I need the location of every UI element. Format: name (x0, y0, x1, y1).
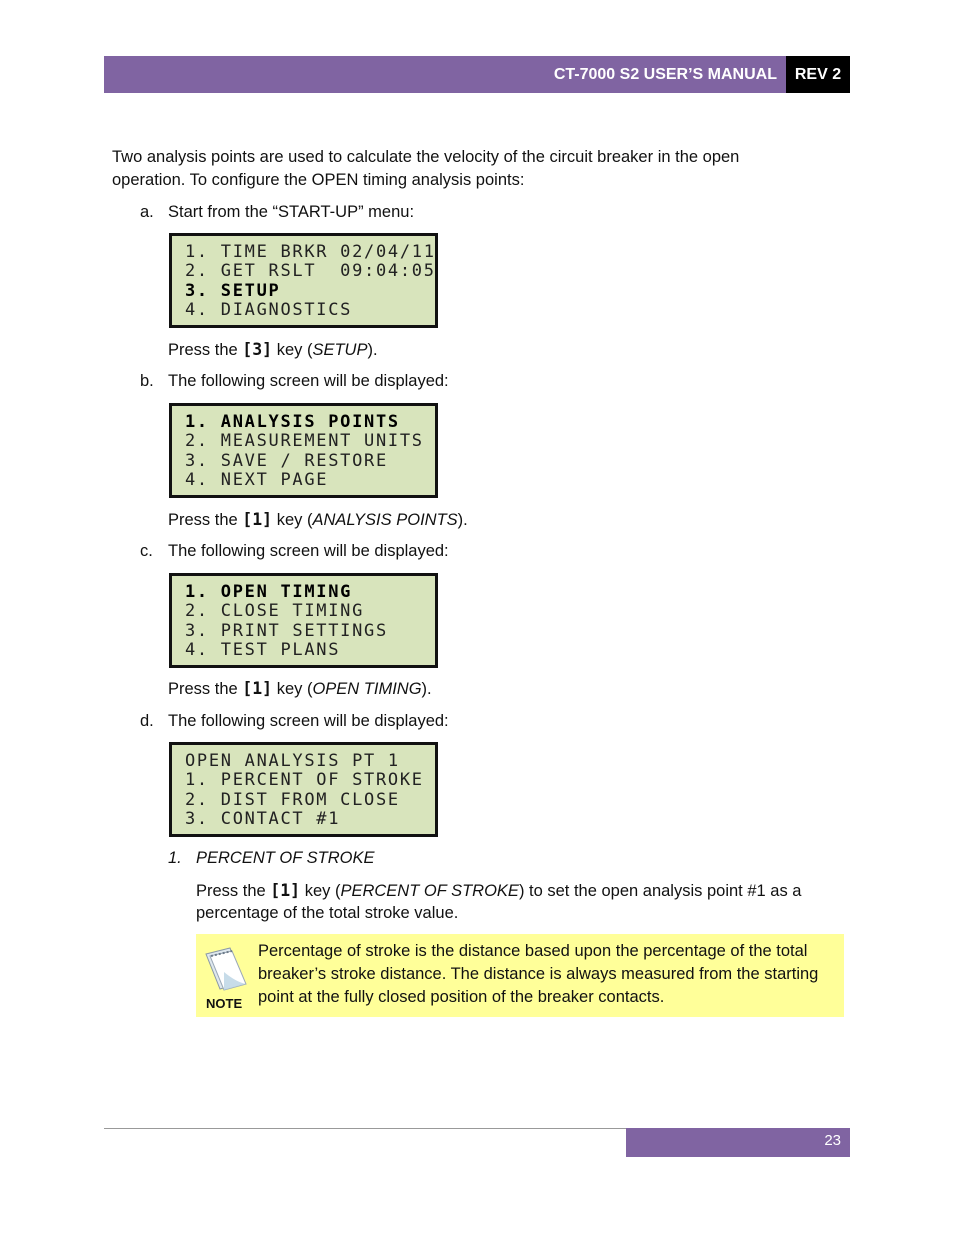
intro-line-2: operation. To configure the OPEN timing analysis points: (112, 171, 525, 189)
note-line-2: breaker’s stroke distance. The distance is always measured from the starting (258, 965, 819, 983)
step-b-letter: b. (140, 372, 154, 390)
sub-paragraph-line-2: percentage of the total stroke value. (196, 904, 459, 922)
para-text: key ( (300, 882, 341, 900)
menu-name: PERCENT OF STROKE (340, 882, 519, 900)
lcd-line: 1. TIME BRKR 02/04/11 (185, 242, 436, 262)
press-text: key ( (272, 511, 313, 529)
lcd-line: 2. MEASUREMENT UNITS (185, 431, 424, 451)
lcd-line: 1. PERCENT OF STROKE (185, 770, 424, 790)
press-instruction-a (168, 338, 378, 362)
sub-item-title: PERCENT OF STROKE (196, 849, 375, 867)
sub-item-number: 1. (168, 849, 182, 867)
press-text: key ( (272, 341, 313, 359)
lcd-analysis-points-menu (169, 573, 438, 668)
step-c-text: The following screen will be displayed: (168, 542, 449, 560)
lcd-line-selected: 3. SETUP (185, 281, 281, 301)
press-text: ). (457, 511, 468, 529)
para-text: ) to set the open analysis point #1 as a (518, 882, 802, 900)
note-line-1: Percentage of stroke is the distance based upon the percentage of the total (258, 942, 808, 960)
press-text: Press the (168, 341, 243, 359)
lcd-setup-menu (169, 403, 438, 498)
press-text: ). (367, 341, 378, 359)
lcd-line: 3. SAVE / RESTORE (185, 451, 388, 471)
note-line-3: point at the fully closed position of the breaker contacts. (258, 988, 665, 1006)
lcd-line: 4. DIAGNOSTICS (185, 300, 353, 320)
page-number: 23 (824, 1132, 841, 1149)
sub-paragraph-line-1 (196, 879, 801, 903)
lcd-line: 4. TEST PLANS (185, 640, 341, 660)
lcd-line: 4. NEXT PAGE (185, 470, 329, 490)
step-c-letter: c. (140, 542, 153, 560)
step-d-text: The following screen will be displayed: (168, 712, 449, 730)
key-label: [3] (242, 340, 273, 359)
key-label: [1] (242, 510, 273, 529)
step-a-text: Start from the “START-UP” menu: (168, 203, 415, 221)
revision-badge: REV 2 (786, 56, 850, 93)
step-d-letter: d. (140, 712, 154, 730)
lcd-line: 2. CLOSE TIMING (185, 601, 365, 621)
lcd-line-selected: 1. ANALYSIS POINTS (185, 412, 400, 432)
manual-title: CT-7000 S2 USER’S MANUAL (553, 66, 777, 83)
lcd-line: 2. DIST FROM CLOSE (185, 790, 400, 810)
press-instruction-c (168, 677, 432, 701)
note-box (196, 934, 844, 1017)
press-text: key ( (272, 680, 313, 698)
lcd-line: 3. PRINT SETTINGS (185, 621, 388, 641)
menu-name: ANALYSIS POINTS (312, 511, 458, 529)
notepad-icon (200, 942, 252, 999)
lcd-open-analysis-menu (169, 742, 438, 837)
header-bar (104, 56, 850, 93)
key-label: [1] (242, 679, 273, 698)
press-instruction-b (168, 508, 468, 532)
footer-bar (626, 1128, 850, 1157)
lcd-line: OPEN ANALYSIS PT 1 (185, 751, 400, 771)
key-label: [1] (270, 881, 301, 900)
step-b-text: The following screen will be displayed: (168, 372, 449, 390)
para-text: Press the (196, 882, 271, 900)
lcd-startup-menu (169, 233, 438, 328)
intro-line-1: Two analysis points are used to calculate the velocity of the circuit breaker in the open (112, 148, 740, 166)
lcd-line-selected: 1. OPEN TIMING (185, 582, 353, 602)
lcd-line: 2. GET RSLT 09:04:05 (185, 261, 436, 281)
press-text: Press the (168, 680, 243, 698)
footer-rule (104, 1128, 626, 1129)
press-text: ). (421, 680, 432, 698)
menu-name: OPEN TIMING (312, 680, 422, 698)
lcd-line: 3. CONTACT #1 (185, 809, 341, 829)
note-text (258, 940, 844, 1009)
step-a-letter: a. (140, 203, 154, 221)
press-text: Press the (168, 511, 243, 529)
menu-name: SETUP (312, 341, 368, 359)
note-label: NOTE (206, 996, 243, 1011)
